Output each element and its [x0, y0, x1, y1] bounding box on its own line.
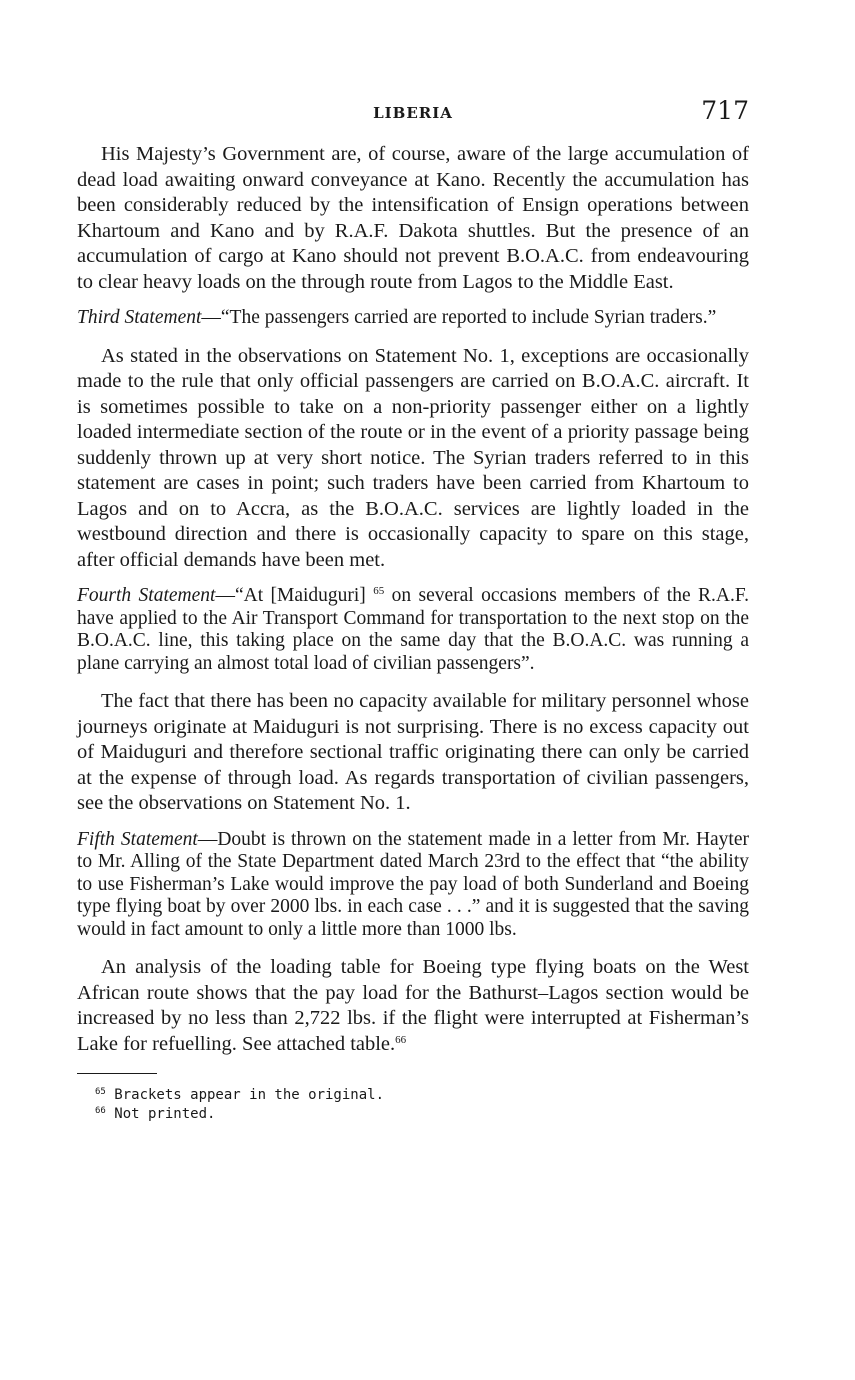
fourth-statement: [77, 585, 749, 675]
statement-text: —Doubt is thrown on the statement made in a letter from Mr. Hayter to Mr. Alling of the State Department dated March 23rd to the effect that “the ability to use Fisherman’s Lake would improve the pay load of both Sunderland and Boeing type flying boat by over 2000 lbs. in each case . . .” and it is suggested that the saving would in fact amount to only a little more than 1000 lbs.: [77, 828, 749, 940]
third-statement: [77, 307, 749, 330]
page-number: 717: [701, 96, 749, 125]
paragraph-syrian-traders: As stated in the observations on Statement No. 1, exceptions are occasionally made to the rule that only official passengers are carried on B.O.A.C. aircraft. It is sometimes possible to take on a non-priority passenger either on a lightly loaded intermediate section of the route or in the event of a priority passage being suddenly thrown up at very short notice. The Syrian traders referred to in this statement are cases in point; such traders have been carried from Khartoum to Lagos and on to Accra, as the B.O.A.C. services are lightly loaded in the westbound direction and there is occasionally capacity to spare on this stage, after official demands have been met.: [77, 344, 749, 571]
statement-heading: Fifth Statement: [77, 828, 198, 850]
fifth-statement: [77, 829, 749, 942]
footnote-mark: 66: [95, 1106, 106, 1116]
statement-heading: Fourth Statement: [77, 585, 216, 606]
document-page: [77, 98, 749, 1124]
running-head: LIBERIA: [373, 104, 453, 122]
footnote-divider: [77, 1073, 157, 1074]
footnote-ref-65: 65: [373, 585, 385, 597]
statement-heading: Third Statement: [77, 307, 202, 328]
statement-text: —“At [Maiduguri]: [215, 585, 366, 606]
paragraph-loading-table: An analysis of the loading table for Boeing type flying boats on the West African route shows that the pay load for the Bathurst–Lagos section would be increased by no less than 2,722 lbs. if the flight were interrupted at Fisherman’s Lake for refuelling. See attached table.$^{66}$: [77, 956, 749, 1055]
page-header: [77, 98, 749, 128]
paragraph-kano-accumulation: His Majesty’s Government are, of course, aware of the large accumulation of dead load awaiting onward conveyance at Kano. Recently the accumulation has been considerably reduced by the intensification of Ensign operations between Khartoum and Kano and by R.A.F. Dakota shuttles. But the presence of an accumulation of cargo at Kano should not prevent B.O.A.C. from endeavouring to clear heavy loads on the through route from Lagos to the Middle East.: [77, 143, 749, 293]
footnote-text: Not printed.: [114, 1106, 216, 1122]
statement-text-continued: on several occasions members of the R.A.F. have applied to the Air Transport Command for transportation to the next stop on the B.O.A.C. line, this taking place on the same day that the B.O.A.C. was running a plane carrying an almost total load of civilian passengers”.: [77, 585, 749, 674]
footnote-mark: 65: [95, 1087, 106, 1097]
footnote-text: Brackets appear in the original.: [114, 1087, 384, 1103]
footnote-ref-66: 66: [395, 1033, 407, 1046]
footnote-66: [95, 1105, 749, 1124]
paragraph-maiduguri-capacity: The fact that there has been no capacity available for military personnel whose journeys originate at Maiduguri is not surprising. There is no excess capacity out of Maiduguri and therefore sectional traffic originating there can only be carried at the expense of through load. As regards transportation of civilian passengers, see the observations on Statement No. 1.: [77, 690, 749, 814]
statement-text: —“The passengers carried are reported to include Syrian traders.”: [201, 307, 717, 328]
footnote-65: [95, 1086, 749, 1105]
